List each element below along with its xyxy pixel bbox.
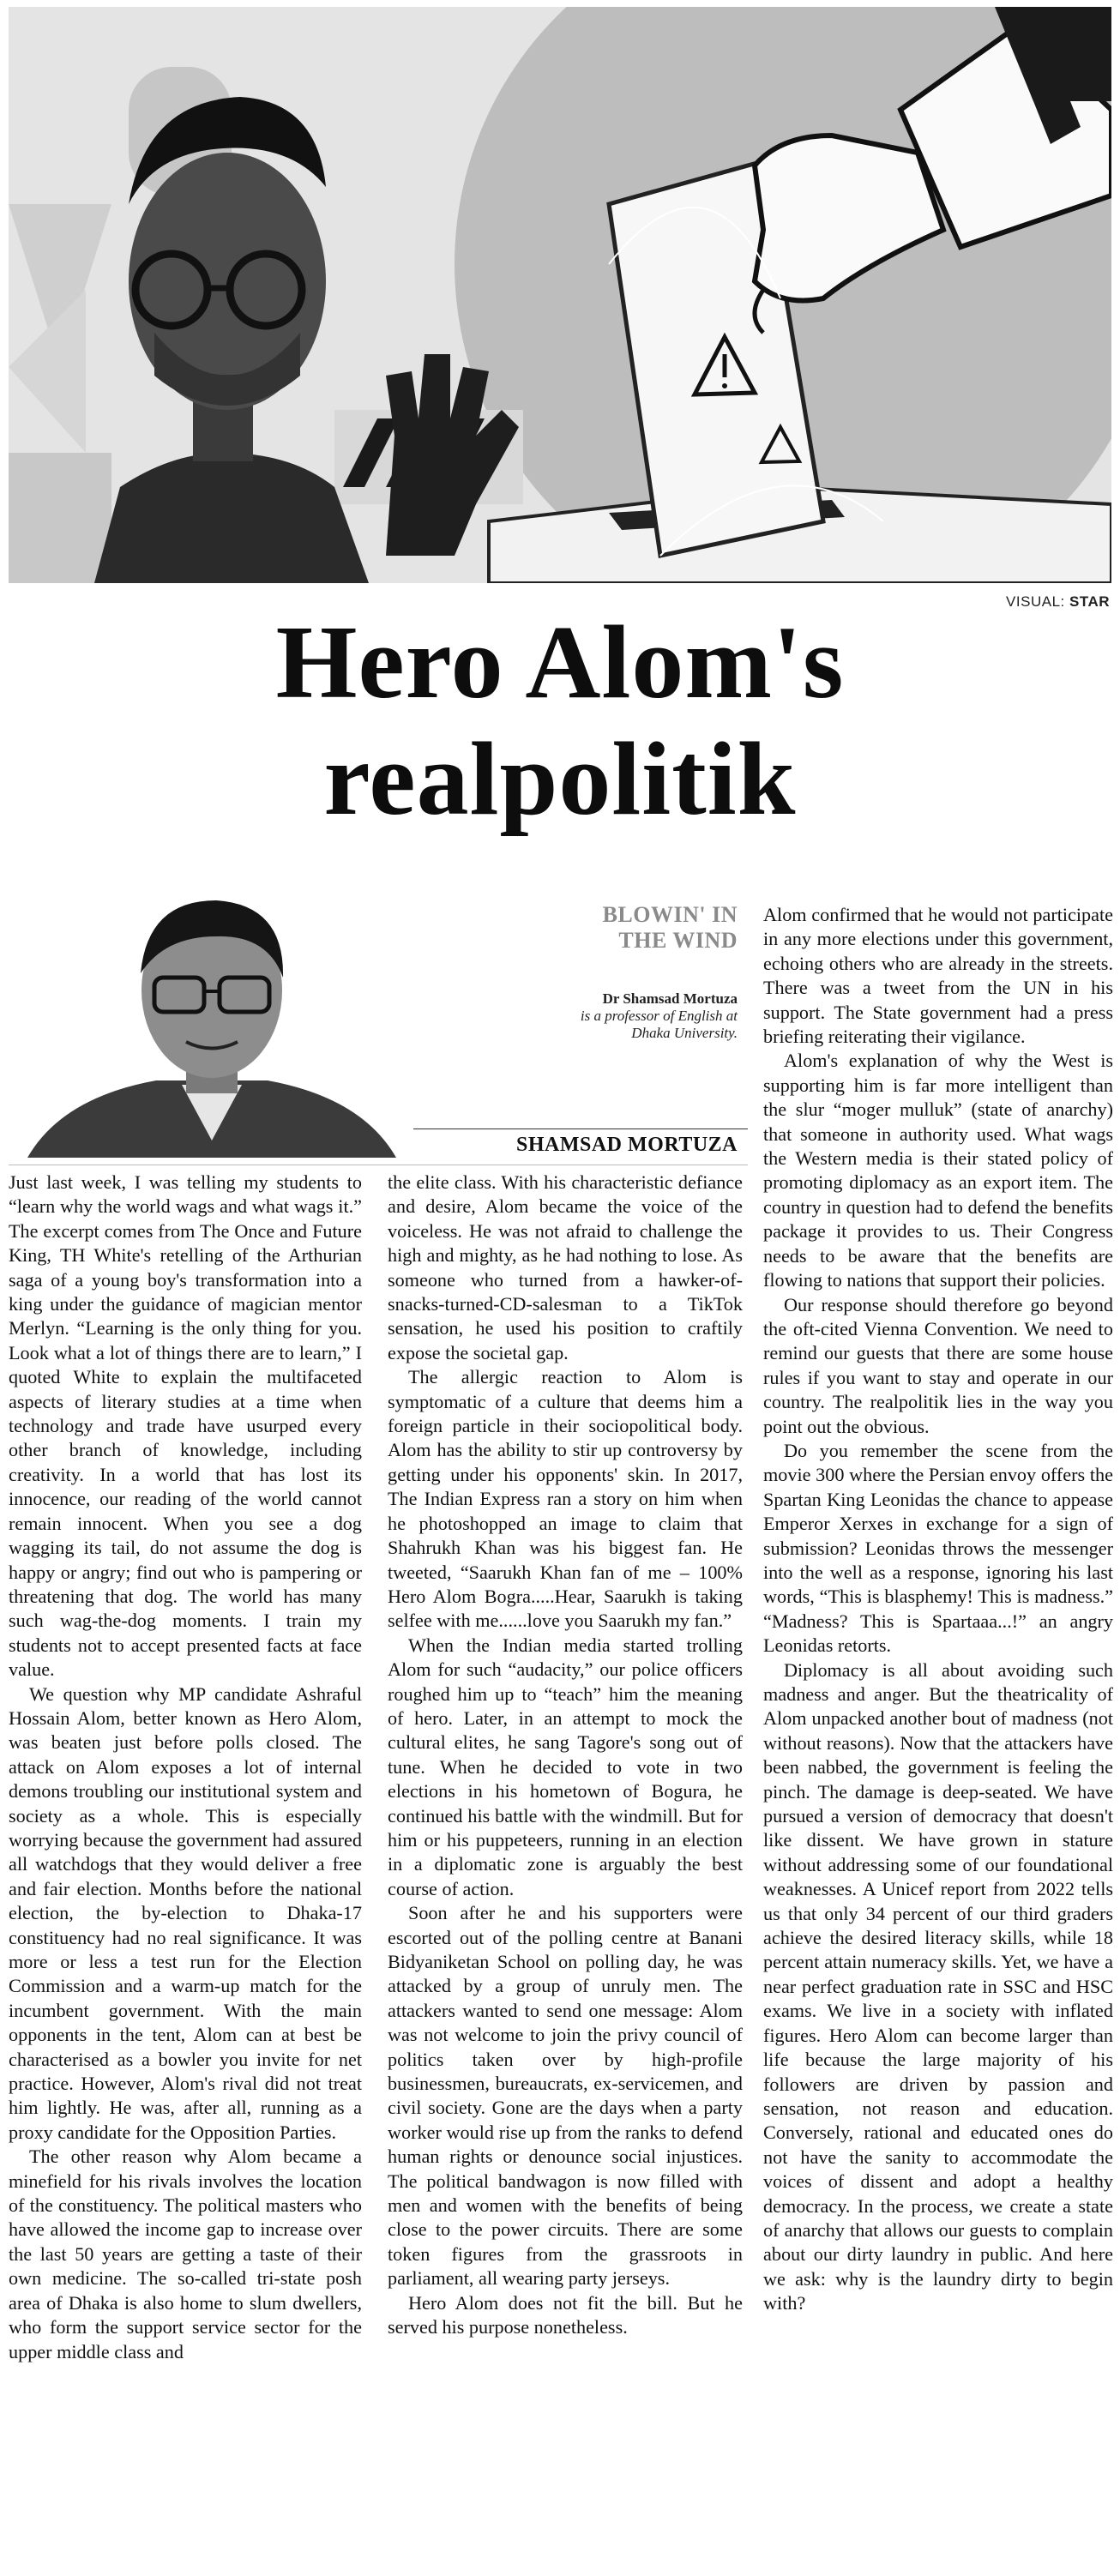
column-name (532, 902, 738, 954)
paragraph: Soon after he and his supporters were escorted out of the polling centre at Banani Bidyaniketan School on polling day, he was attacked by a group of unruly men. The attackers wanted to send one message: Alom was not welcome to join the privy council of politics taken over by high-profile businessmen, bureaucrats, ex-servicemen, and civil society. Gone are the days when a party worker would rise up from the ranks to defend human rights or denounce social injustices. The political bandwagon is now filled with men and women with the benefits of being close to the power circuits. There are some token figures from the grassroots in parliament, all wearing party jerseys. (388, 1902, 743, 2290)
author-bio-line-2: Dhaka University. (631, 1025, 738, 1041)
byline: SHAMSAD MORTUZA (516, 1134, 738, 1156)
body-column-2 (388, 1171, 743, 2340)
paragraph: The allergic reaction to Alom is symptomatic of a culture that deems him a foreign particle in their sociopolitical body. Alom has the ability to stir up controversy by getting under his opponents' skin. In 2017, The Indian Express ran a story on him when he photoshopped an image to claim that Shahrukh Khan was his biggest fan. He tweeted, “Saarukh Khan fan of me – 100% Hero Alom Bogra.....Hear, Saarukh is taking selfee with me......love you Saarukh my fan.” (388, 1366, 743, 1632)
paragraph: Diplomacy is all about avoiding such madness and anger. But the theatricality of Alom unpacked another bout of madness (not without reasons). Now that the attackers have been nabbed, the government is feeling the pinch. The damage is deep-seated. We have pursued a version of democracy that doesn't like dissent. We have grown in stature without addressing some of our foundational weaknesses. A Unicef report from 2022 tells us that only 34 percent of our third graders achieve the desired literacy skills, while 18 percent attain numeracy skills. Yet, we have a near perfect graduation rate in SSC and HSC exams. We live in a society with inflated figures. Hero Alom can become larger than life because the large majority of his followers are driven by passion and sensation, not reason and education. Conversely, rational and educated ones do not have the sanity to accommodate the voices of dissent and adopt a healthy democracy. In the process, we create a state of anarchy that allows our guests to complain about our dirty laundry in public. And here we ask: why is the laundry dirty to begin with? (763, 1658, 1113, 2314)
paragraph: When the Indian media started trolling Alom for such “audacity,” our police officers roughed him up to “teach” him the meaning of hero. Later, in an attempt to mock the cultural elites, he sang Tagore's song out of tune. When he decided to vote in two elections in his hometown of Bogura, he continued his battle with the windmill. But for him or his puppeteers, running in an election in a diplomatic zone is arguably the best course of action. (388, 1634, 743, 1899)
paragraph: Just last week, I was telling my students to “learn why the world wags and what wags it.” The excerpt comes from The Once and Future King, TH White's retelling of the Arthurian saga of a young boy's transformation into a king under the guidance of magician mentor Merlyn. “Learning is the only thing for you. Look what a lot of things there are to learn,” I quoted White to explain the multifaceted aspects of literary studies at a time when technology and trade have usurped every other branch of knowledge, including creativity. In a world that has lost its innocence, our reading of the world cannot remain innocent. When you see a dog wagging its tail, do not assume the dog is happy or angry; find out who is pampering or threatening that dog. The world has many such wag-the-dog moments. I train my students not to accept presented facts at face value. (9, 1171, 362, 1681)
author-bio-line-1: is a professor of English at (580, 1008, 738, 1024)
author-name: Dr Shamsad Mortuza (602, 990, 738, 1007)
body-column-3 (763, 903, 1113, 2316)
paragraph: The other reason why Alom became a minefield for his rivals involves the location of the constituency. The political masters who have allowed the income gap to increase over the last 50 years are getting a taste of their own medicine. The so-called tri-state posh area of Dhaka is also home to slum dwellers, who form the support service sector for the upper middle class and (9, 2146, 362, 2362)
hero-illustration (9, 7, 1111, 583)
paragraph: We question why MP candidate Ashraful Hossain Alom, better known as Hero Alom, was beaten just before polls closed. The attack on Alom exposes a lot of internal demons troubling our institutional system and society as a whole. This is especially worrying because the government had assured all watchdogs that they would deliver a free and fair election. Months before the national election, the by-election to Dhaka-17 constituency had no real significance. It was more or less a test run for the Election Commission and a warm-up match for the incumbent government. With the main opponents in the tent, Alom can at best be characterised as a bowler you invite for net practice. However, Alom's rival did not treat him lightly. He was, after all, running as a proxy candidate for the Opposition Parties. (9, 1682, 362, 2143)
column-name-line-1: BLOWIN' IN (602, 902, 738, 927)
paragraph: Our response should therefore go beyond the oft-cited Vienna Convention. We need to remind our guests that there are some house rules if you want to stay and operate in our country. The realpolitik lies in the way you point out the obvious. (763, 1293, 1113, 1437)
paragraph: the elite class. With his characteristic defiance and desire, Alom became the voice of the voiceless. He was not afraid to challenge the high and mighty, as he had nothing to lose. As someone who turned from a hawker-of-snacks-turned-CD-salesman to a TikTok sensation, he used his position to craftily expose the societal gap. (388, 1171, 743, 1363)
author-note (480, 990, 738, 1042)
credit-source: STAR (1069, 593, 1110, 610)
headline-line-1: Hero Alom's (275, 605, 845, 720)
column-name-line-2: THE WIND (618, 928, 738, 953)
paragraph: Do you remember the scene from the movie 300 where the Persian envoy offers the Spartan King Leonidas the chance to appease Emperor Xerxes in exchange for a sign of submission? Leonidas throws the messenger into the well as a response, ignoring his last words, “This is blasphemy! This is madness.” “Madness? This is Spartaaa...!” an angry Leonidas retorts. (763, 1439, 1113, 1657)
headline (0, 605, 1120, 838)
body-column-1 (9, 1171, 362, 2364)
paragraph: Hero Alom does not fit the bill. But he served his purpose nonetheless. (388, 2291, 743, 2338)
paragraph: Alom's explanation of why the West is supporting him is far more intelligent than the slur “moger mulluk” (state of anarchy) that someone in authority used. What wags the Western media is their stated policy of promoting diplomacy as an export item. The country in question had to defend the benefits package it provides to us. Their Congress needs to be aware that the benefits are flowing to nations that support their policies. (763, 1050, 1113, 1291)
credit-label: VISUAL: (1006, 593, 1065, 610)
headline-line-2: realpolitik (323, 721, 797, 837)
author-portrait (10, 883, 413, 1158)
paragraph: Alom confirmed that he would not participate in any more elections under this government, echoing others who are already in the streets. There was a tweet from the UN in his support. The State government had a press briefing reiterating their vigilance. (763, 904, 1113, 1048)
